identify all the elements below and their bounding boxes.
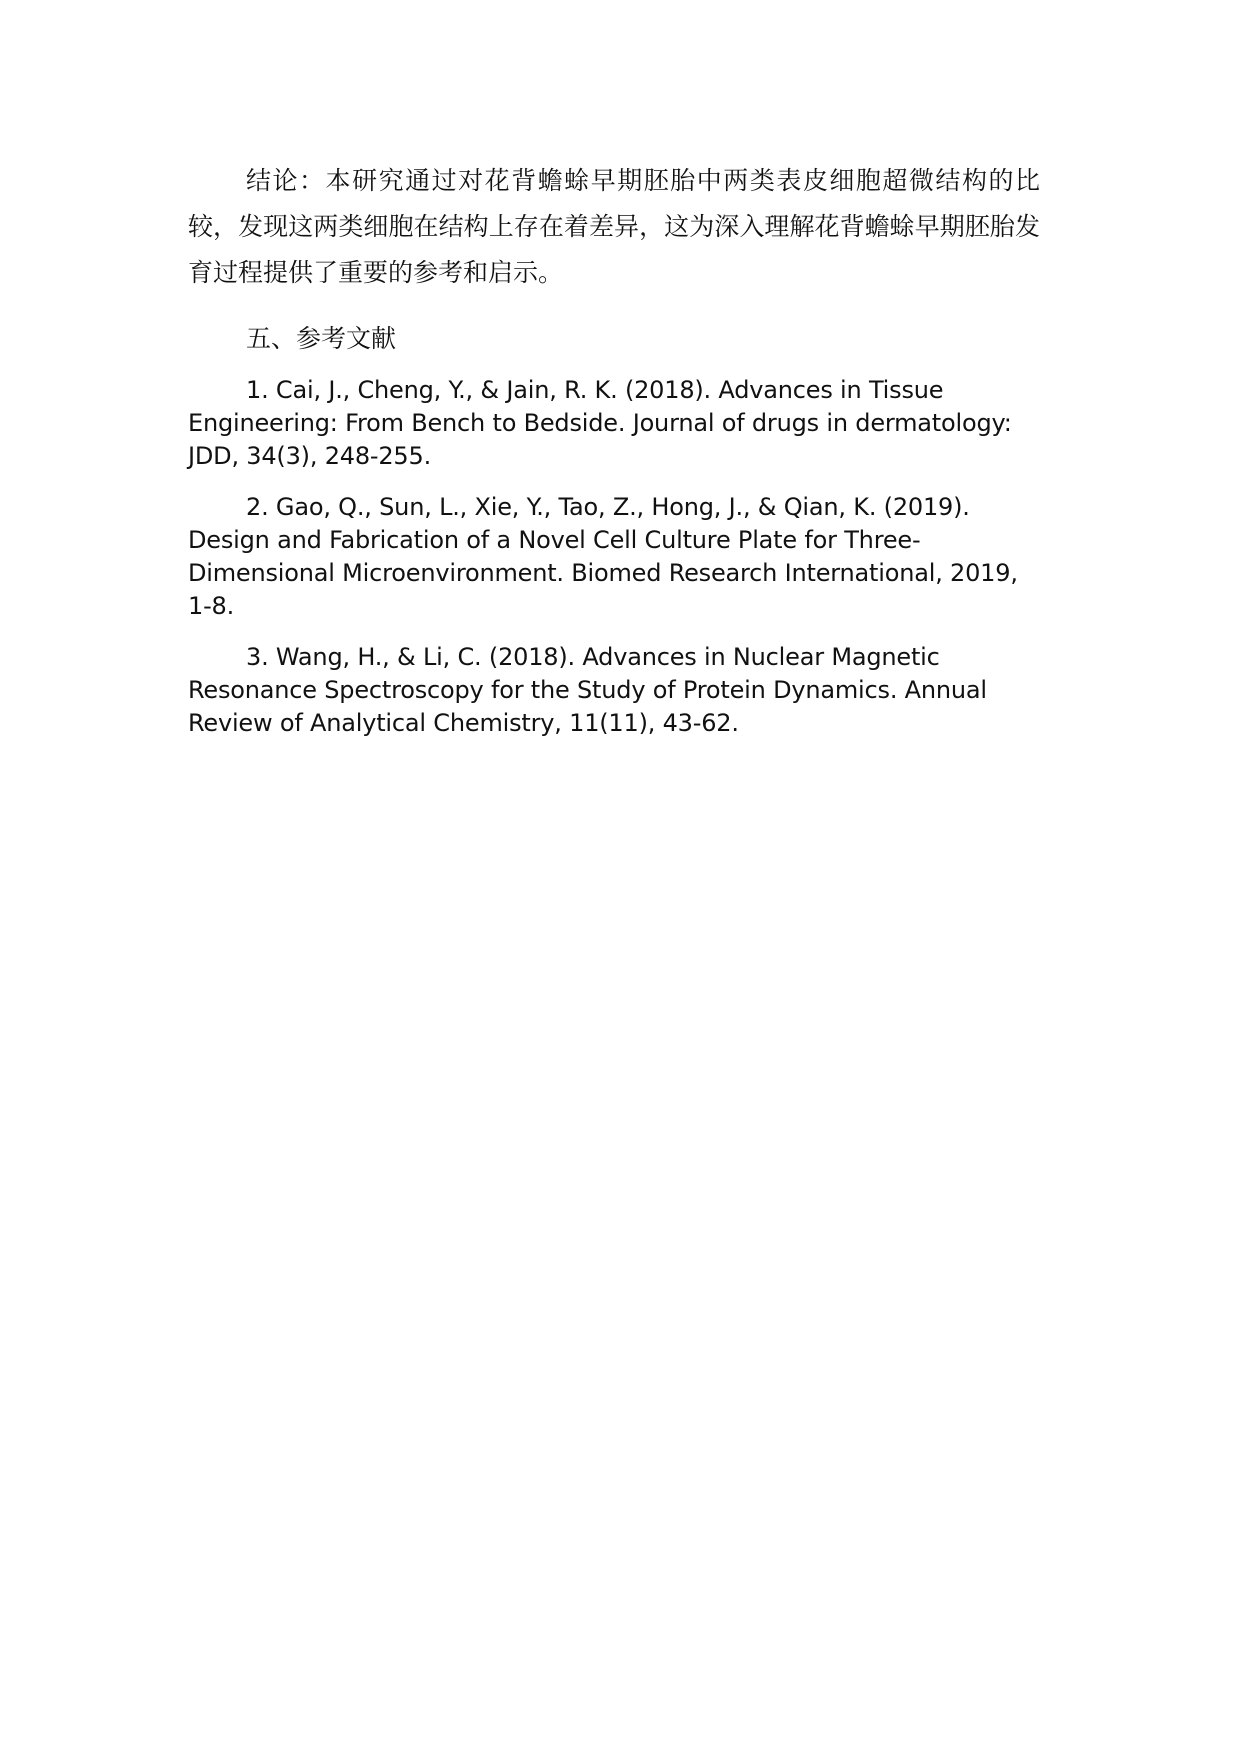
page-content (188, 158, 1040, 740)
references-heading: 五、参考文献 (246, 324, 397, 353)
reference-item-2: 2. Gao, Q., Sun, L., Xie, Y., Tao, Z., Hong, J., & Qian, K. (2019). Design and Fabrication of a Novel Cell Culture Plate for Three-Dimensional Microenvironment. Biomed Research International, 2019, 1-8. (188, 493, 1018, 620)
reference-item-3: 3. Wang, H., & Li, C. (2018). Advances in Nuclear Magnetic Resonance Spectroscopy for the Study of Protein Dynamics. Annual Review of Analytical Chemistry, 11(11), 43-62. (188, 643, 987, 737)
conclusion-paragraph: 结论：本研究通过对花背蟾蜍早期胚胎中两类表皮细胞超微结构的比较，发现这两类细胞在结构上存在着差异，这为深入理解花背蟾蜍早期胚胎发育过程提供了重要的参考和启示。 (188, 166, 1040, 287)
reference-item-1: 1. Cai, J., Cheng, Y., & Jain, R. K. (2018). Advances in Tissue Engineering: From Bench to Bedside. Journal of drugs in dermatology: JDD, 34(3), 248-255. (188, 376, 1012, 470)
